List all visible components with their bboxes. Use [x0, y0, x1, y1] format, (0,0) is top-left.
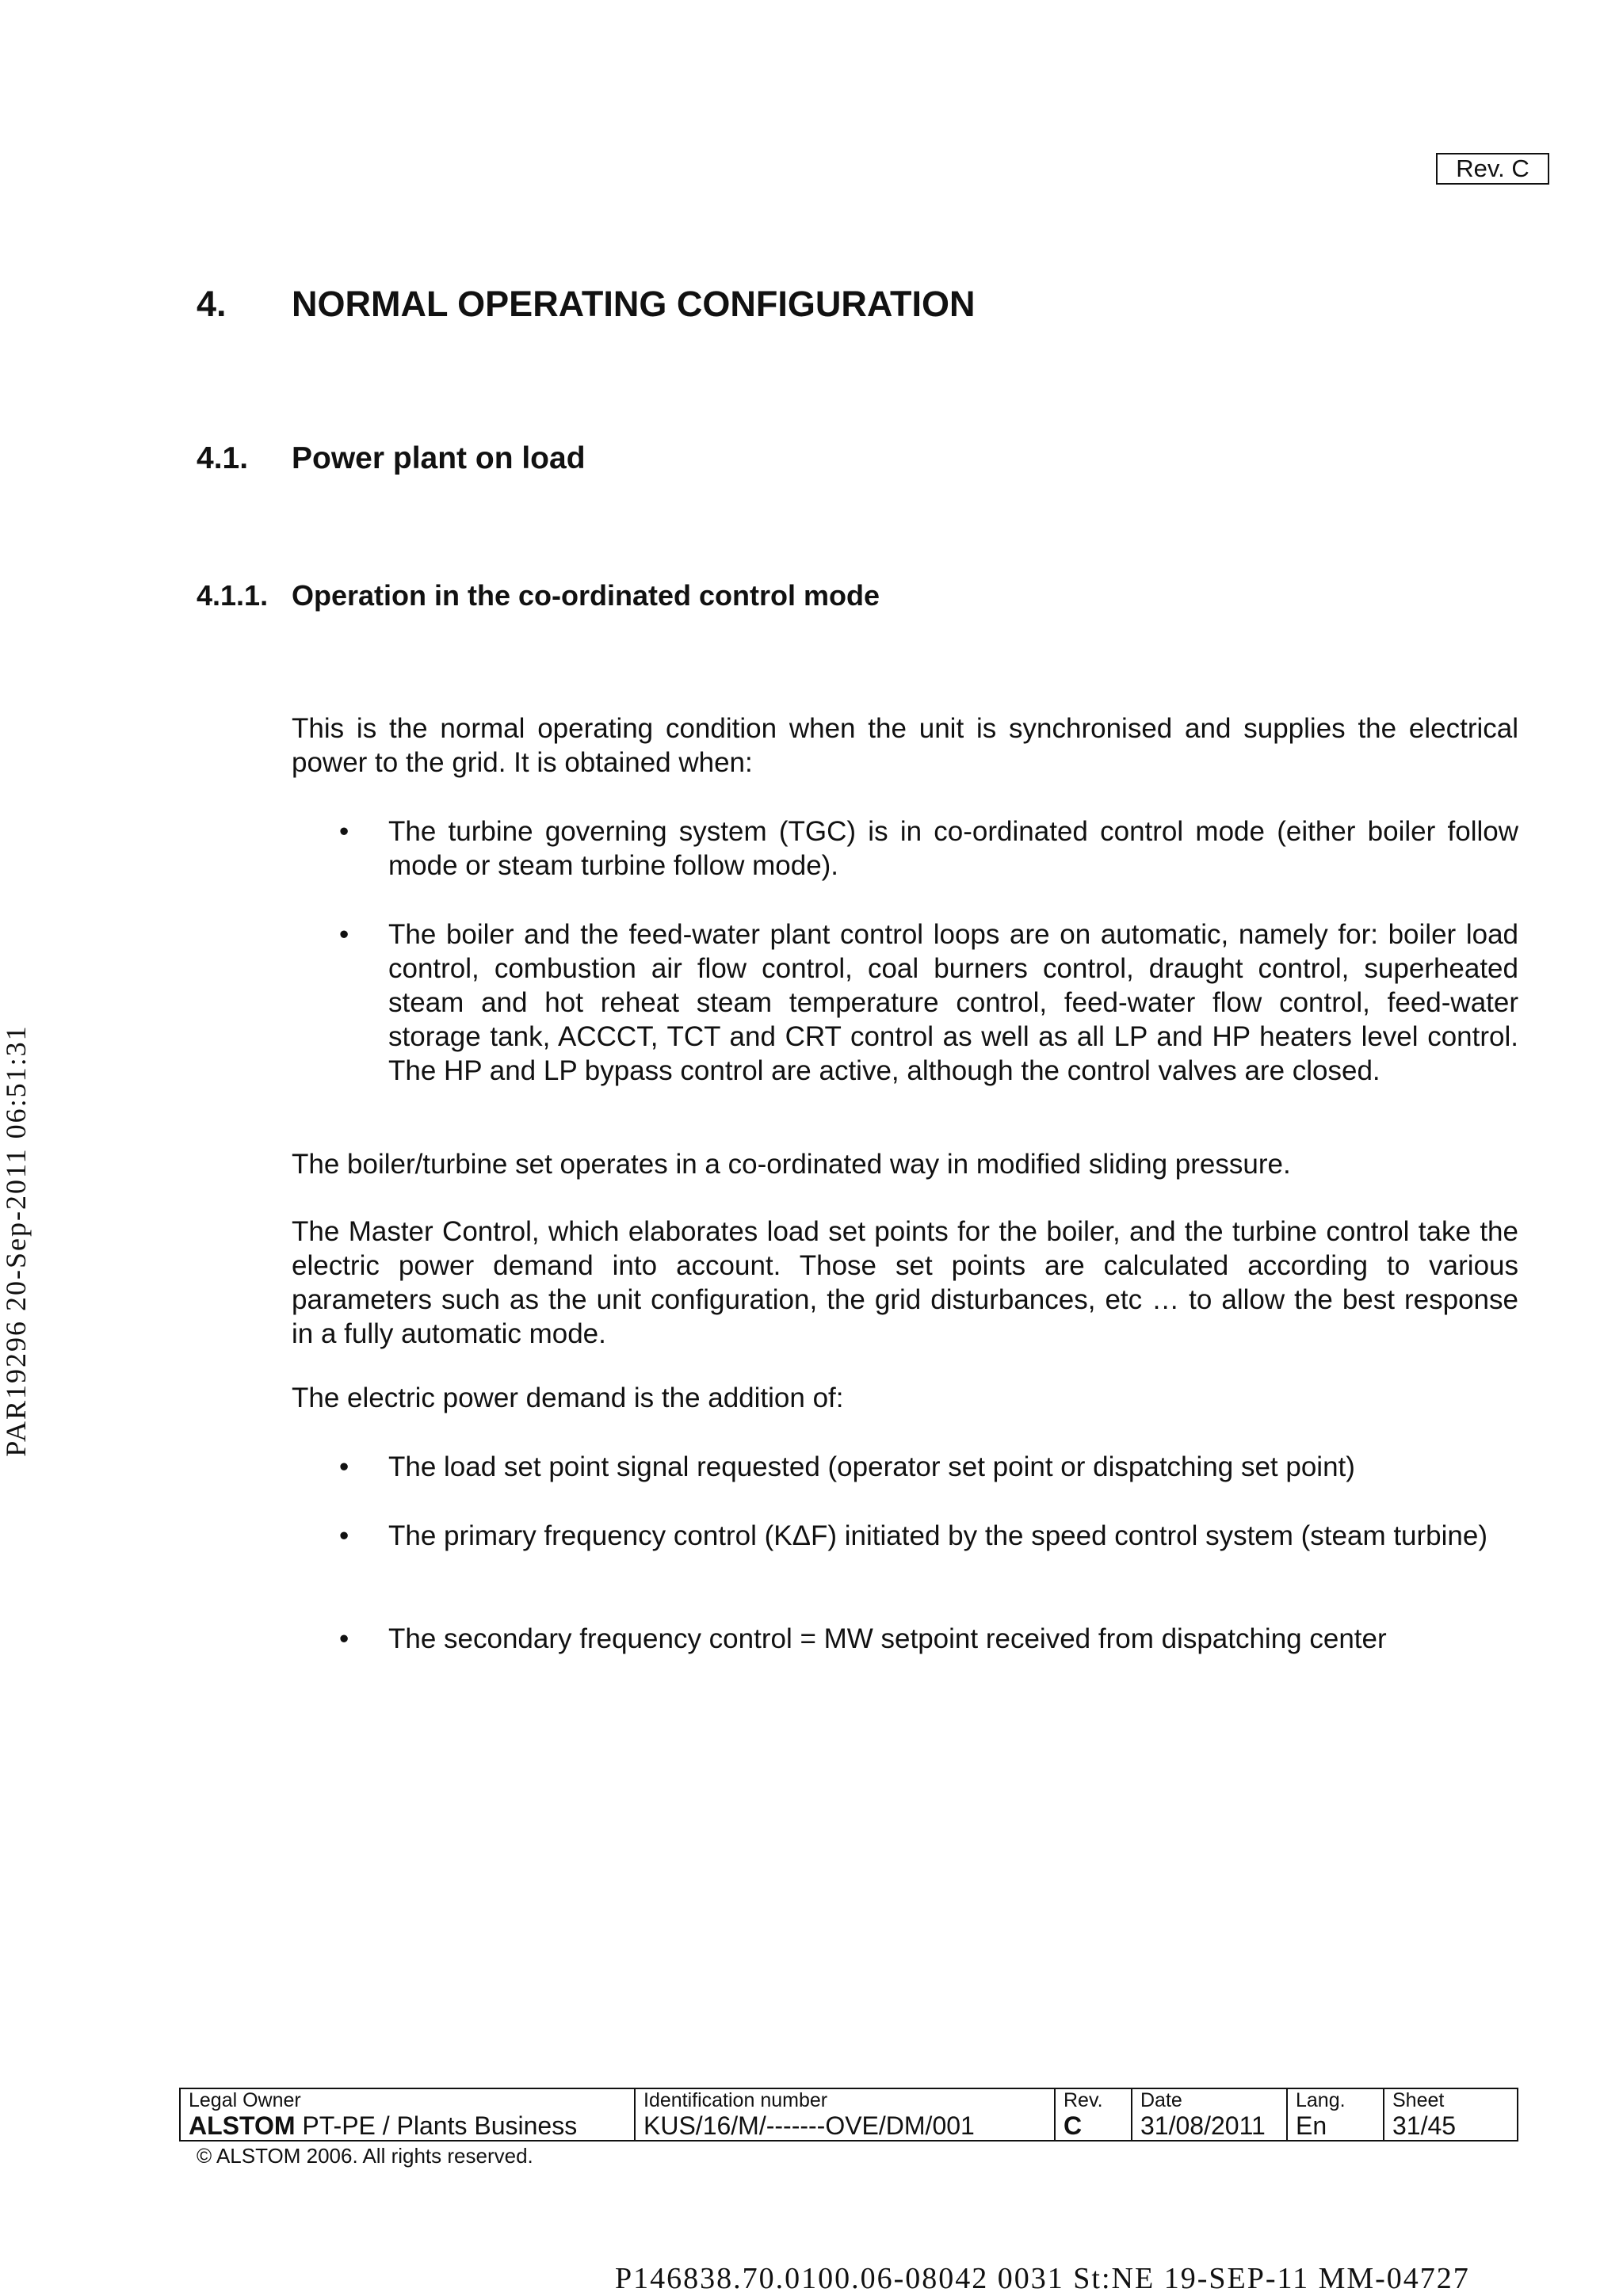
- legal-owner-cell: [180, 2088, 635, 2141]
- identification-value: KUS/16/M/-------OVE/DM/001: [643, 2111, 975, 2140]
- date-label: Date: [1140, 2089, 1182, 2111]
- bullet-icon: •: [339, 1520, 349, 1551]
- copyright-notice: © ALSTOM 2006. All rights reserved.: [197, 2144, 533, 2168]
- list-item-text: The boiler and the feed-water plant control loops are on automatic, namely for: boiler load control, combustion air flow control, coal burners control, draught control, superheated steam and hot reheat steam temperature control, feed-water flow control, feed-water storage tank, ACCCT, TCT and CRT control as well as all LP and HP heaters level control. The HP and LP bypass control are active, although the control valves are closed.: [388, 919, 1518, 1086]
- section-heading-1: [197, 283, 1385, 326]
- bullet-icon: •: [339, 919, 349, 950]
- revision-value: C: [1064, 2111, 1083, 2140]
- sliding-pressure-paragraph: The boiler/turbine set operates in a co-ordinated way in modified sliding pressure.: [292, 1149, 1291, 1180]
- list-item-text: The turbine governing system (TGC) is in co-ordinated control mode (either boiler follow mode or steam turbine follow mode).: [388, 816, 1518, 881]
- revision-box: Rev. C: [1436, 153, 1549, 185]
- identification-cell: [635, 2088, 1055, 2141]
- sheet-cell: [1384, 2088, 1518, 2141]
- identification-label: Identification number: [643, 2089, 828, 2111]
- list-item: [292, 917, 1518, 1088]
- list-item-text: The secondary frequency control = MW setpoint received from dispatching center: [388, 1623, 1387, 1654]
- list-item: [292, 1519, 1518, 1587]
- section-number: 4.1.: [197, 441, 249, 475]
- date-value: 31/08/2011: [1140, 2111, 1266, 2140]
- document-footer-table: [179, 2088, 1518, 2142]
- revision-cell: [1055, 2088, 1132, 2141]
- list-item-text: The load set point signal requested (operator set point or dispatching set point): [388, 1451, 1355, 1482]
- language-label: Lang.: [1296, 2089, 1346, 2111]
- bullet-icon: •: [339, 816, 349, 847]
- section-heading-2: [197, 441, 1385, 477]
- section-title: Operation in the co-ordinated control mode: [292, 579, 880, 612]
- legal-owner-value: [189, 2111, 634, 2140]
- section-number: 4.1.1.: [197, 579, 269, 612]
- section-title: Power plant on load: [292, 441, 586, 475]
- list-item: [292, 814, 1518, 883]
- sheet-value: 31/45: [1392, 2111, 1457, 2140]
- side-print-stamp: PAR19296 20-Sep-2011 06:51:31: [0, 1024, 32, 1457]
- language-cell: [1287, 2088, 1384, 2141]
- bullet-icon: •: [339, 1623, 349, 1654]
- master-control-paragraph: The Master Control, which elaborates load set points for the boiler, and the turbine control take the electric power demand into account. Those set points are calculated according to various parameters such as the unit configuration, the grid disturbances, etc … to allow the best response in a fully automatic mode.: [292, 1216, 1518, 1349]
- list-item-text: The primary frequency control (KΔF) initiated by the speed control system (steam turbine): [388, 1520, 1487, 1551]
- section-number: 4.: [197, 284, 227, 324]
- company-name: ALSTOM: [189, 2111, 296, 2140]
- power-demand-paragraph: The electric power demand is the addition of:: [292, 1383, 844, 1413]
- list-item: [292, 1622, 1518, 1656]
- legal-owner-label: Legal Owner: [189, 2089, 301, 2111]
- revision-label: Rev.: [1064, 2089, 1103, 2111]
- section-heading-3: [197, 578, 1385, 613]
- sheet-label: Sheet: [1392, 2089, 1445, 2111]
- intro-paragraph: This is the normal operating condition when the unit is synchronised and supplies the electrical power to the grid. It is obtained when:: [292, 713, 1518, 778]
- list-item: [292, 1450, 1518, 1484]
- bullet-icon: •: [339, 1451, 349, 1482]
- division-name: PT-PE / Plants Business: [295, 2111, 578, 2140]
- date-cell: [1132, 2088, 1287, 2141]
- language-value: En: [1296, 2111, 1327, 2140]
- document-tracking-code: P146838.70.0100.06-08042 0031 St:NE 19-SEP-11 MM-04727: [615, 2262, 1470, 2295]
- section-title: NORMAL OPERATING CONFIGURATION: [292, 284, 976, 324]
